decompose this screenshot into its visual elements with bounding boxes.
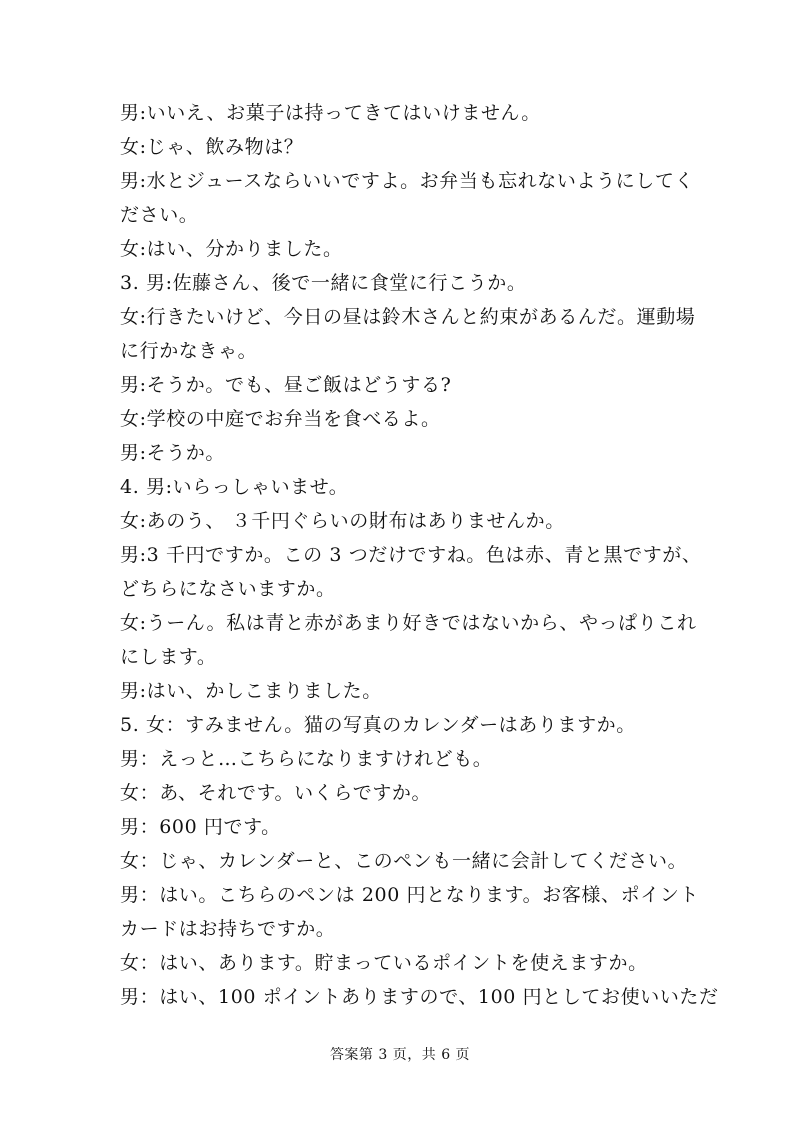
text-line: 女:行きたいけど、今日の昼は鈴木さんと約束があるんだ。運動場 [120, 306, 696, 328]
text-line: 男：はい、100 ポイントありますので、100 円としてお使いいただ [120, 986, 719, 1008]
text-line: 女：はい、あります。貯まっているポイントを使えますか。 [120, 952, 648, 974]
text-line: どちらになさいますか。 [120, 578, 336, 600]
text-line: 3. 男:佐藤さん、後で一緒に食堂に行こうか。 [120, 272, 527, 294]
text-line: 男:いいえ、お菓子は持ってきてはいけません。 [120, 102, 541, 124]
text-line: 男:そうか。 [120, 442, 226, 464]
text-line: 女:うーん。私は青と赤があまり好きではないから、やっぱりこれ [120, 612, 697, 634]
text-line: 女:はい、分かりました。 [120, 238, 343, 260]
text-line: 男:3 千円ですか。この 3 つだけですね。色は赤、青と黒ですが、 [120, 544, 702, 566]
text-line: にします。 [120, 646, 217, 668]
text-line: 4. 男:いらっしゃいませ。 [120, 476, 349, 498]
text-line: ださい。 [120, 204, 199, 226]
text-line: 男:はい、かしこまりました。 [120, 680, 382, 702]
text-line: 男：600 円です。 [120, 816, 281, 838]
text-line: 男:そうか。でも、昼ご飯はどうする? [120, 374, 452, 396]
text-line: 女：じゃ、カレンダーと、このペンも一緒に会計してください。 [120, 850, 688, 872]
text-line: 女:じゃ、飲み物は？ [120, 136, 304, 158]
text-line: 男：えっと…こちらになりますけれども。 [120, 748, 493, 770]
page-footer: 答案第 3 页，共 6 页 [329, 1047, 471, 1063]
text-line: に行かなきゃ。 [120, 340, 258, 362]
text-line: 女：あ、それです。いくらですか。 [120, 782, 432, 804]
text-line: 女:あのう、 ３千円ぐらいの財布はありませんか。 [120, 510, 565, 532]
text-line: 5. 女：すみません。猫の写真のカレンダーはありますか。 [120, 714, 636, 736]
text-line: 男:水とジュースならいいですよ。お弁当も忘れないようにしてく [120, 170, 695, 192]
document-body [120, 96, 719, 1014]
text-line: 男：はい。こちらのペンは 200 円となります。お客様、ポイント [120, 884, 700, 906]
text-line: 女:学校の中庭でお弁当を食べるよ。 [120, 408, 441, 430]
text-line: カードはお持ちですか。 [120, 918, 336, 940]
